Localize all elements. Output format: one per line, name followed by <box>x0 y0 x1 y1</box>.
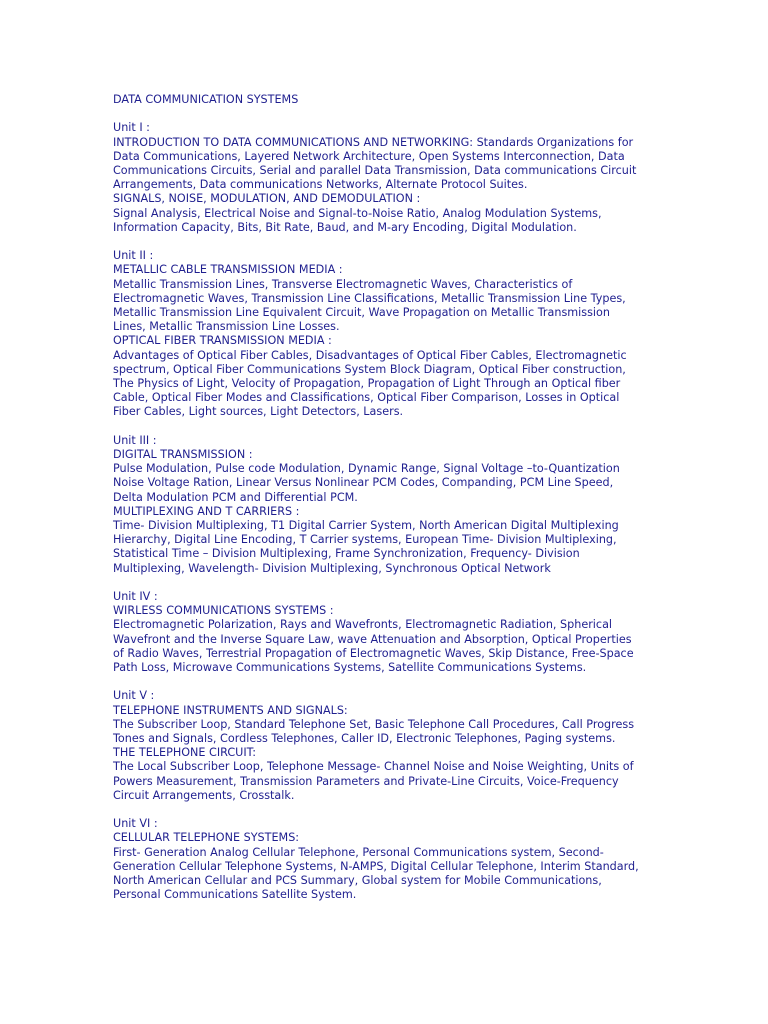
unit-block <box>113 689 653 803</box>
section-text-line: Data Communications, Layered Network Architecture, Open Systems Interconnection, Data <box>113 149 625 163</box>
section-text-line: Time- Division Multiplexing, T1 Digital Carrier System, North American Digital Multiplexing <box>113 519 619 533</box>
section-text-line: of Radio Waves, Terrestrial Propagation of Electromagnetic Waves, Skip Distance, Free-Space <box>113 646 634 660</box>
section-text-line: Delta Modulation PCM and Differential PCM. <box>113 490 358 504</box>
unit-label: Unit II : <box>113 249 154 263</box>
unit-label: Unit V : <box>113 689 155 703</box>
section-text-line: The Physics of Light, Velocity of Propagation, Propagation of Light Through an Optical fiber <box>113 377 621 391</box>
unit-label: Unit III : <box>113 433 157 447</box>
section-text-line: Multiplexing, Wavelength- Division Multiplexing, Synchronous Optical Network <box>113 561 551 575</box>
section-text-line: Pulse Modulation, Pulse code Modulation, Dynamic Range, Signal Voltage –to-Quantization <box>113 462 620 476</box>
section-heading: OPTICAL FIBER TRANSMISSION MEDIA : <box>113 334 332 348</box>
section-text-line: Arrangements, Data communications Networks, Alternate Protocol Suites. <box>113 178 528 192</box>
section-text-line: Electromagnetic Polarization, Rays and Wavefronts, Electromagnetic Radiation, Spherical <box>113 618 613 632</box>
unit-block <box>113 249 653 419</box>
section-text-line: Noise Voltage Ration, Linear Versus Nonlinear PCM Codes, Companding, PCM Line Speed, <box>113 476 614 490</box>
section-text-line: Fiber Cables, Light sources, Light Detectors, Lasers. <box>113 405 404 419</box>
unit-block <box>113 590 653 675</box>
unit-label: Unit VI : <box>113 817 158 831</box>
unit-label: Unit IV : <box>113 590 158 604</box>
section-text-line: Statistical Time – Division Multiplexing, Frame Synchronization, Frequency- Division <box>113 547 580 561</box>
section-text-line: Lines, Metallic Transmission Line Losses. <box>113 320 340 334</box>
section-text-line: Cable, Optical Fiber Modes and Classifications, Optical Fiber Comparison, Losses in Optical <box>113 391 620 405</box>
section-text-line: Metallic Transmission Line Equivalent Circuit, Wave Propagation on Metallic Transmission <box>113 306 610 320</box>
unit-block <box>113 121 653 235</box>
unit-block <box>113 434 653 576</box>
section-text-line: Metallic Transmission Lines, Transverse Electromagnetic Waves, Characteristics of <box>113 277 573 291</box>
section-text-line: Advantages of Optical Fiber Cables, Disadvantages of Optical Fiber Cables, Electromagnetic <box>113 348 627 362</box>
section-heading: INTRODUCTION TO DATA COMMUNICATIONS AND NETWORKING: Standards Organizations for <box>113 135 634 149</box>
section-text-line: Circuit Arrangements, Crosstalk. <box>113 788 295 802</box>
section-text-line: Communications Circuits, Serial and parallel Data Transmission, Data communications Circuit <box>113 164 637 177</box>
section-text-line: Tones and Signals, Cordless Telephones, Caller ID, Electronic Telephones, Paging systems. <box>113 732 616 746</box>
section-text-line: Information Capacity, Bits, Bit Rate, Baud, and M-ary Encoding, Digital Modulation. <box>113 220 577 234</box>
unit-label: Unit I : <box>113 121 150 135</box>
section-text-line: Personal Communications Satellite System. <box>113 888 357 902</box>
section-heading: DIGITAL TRANSMISSION : <box>113 448 253 462</box>
section-text-line: Generation Cellular Telephone Systems, N-AMPS, Digital Cellular Telephone, Interim Standard, <box>113 859 639 873</box>
section-heading: TELEPHONE INSTRUMENTS AND SIGNALS: <box>113 703 348 717</box>
section-text-line: spectrum, Optical Fiber Communications System Block Diagram, Optical Fiber construction, <box>113 362 626 376</box>
section-text-line: Electromagnetic Waves, Transmission Line Classifications, Metallic Transmission Line Types, <box>113 291 626 305</box>
document-page <box>113 93 653 917</box>
section-text-line: Powers Measurement, Transmission Parameters and Private-Line Circuits, Voice-Frequency <box>113 774 619 788</box>
section-heading: MULTIPLEXING AND T CARRIERS : <box>113 504 300 518</box>
section-heading: METALLIC CABLE TRANSMISSION MEDIA : <box>113 263 343 277</box>
section-text-line: The Local Subscriber Loop, Telephone Message- Channel Noise and Noise Weighting, Units of <box>113 760 634 774</box>
section-text-line: The Subscriber Loop, Standard Telephone Set, Basic Telephone Call Procedures, Call Progress <box>113 717 635 731</box>
section-text-line: Path Loss, Microwave Communications Systems, Satellite Communications Systems. <box>113 661 587 675</box>
section-text-line: Hierarchy, Digital Line Encoding, T Carrier systems, European Time- Division Multiplexing, <box>113 533 617 547</box>
document-title: DATA COMMUNICATION SYSTEMS <box>113 93 299 106</box>
units-container <box>113 121 653 902</box>
section-heading: WIRLESS COMMUNICATIONS SYSTEMS : <box>113 604 334 618</box>
section-text-line: Wavefront and the Inverse Square Law, wave Attenuation and Absorption, Optical Properties <box>113 632 632 646</box>
section-heading: CELLULAR TELEPHONE SYSTEMS: <box>113 831 300 845</box>
section-text-line: North American Cellular and PCS Summary, Global system for Mobile Communications, <box>113 874 602 888</box>
section-text-line: Signal Analysis, Electrical Noise and Signal-to-Noise Ratio, Analog Modulation Systems, <box>113 206 602 220</box>
section-heading: SIGNALS, NOISE, MODULATION, AND DEMODULATION : <box>113 192 421 206</box>
unit-block <box>113 817 653 902</box>
section-text-line: First- Generation Analog Cellular Telephone, Personal Communications system, Second- <box>113 845 604 859</box>
section-heading: THE TELEPHONE CIRCUIT: <box>113 746 257 760</box>
